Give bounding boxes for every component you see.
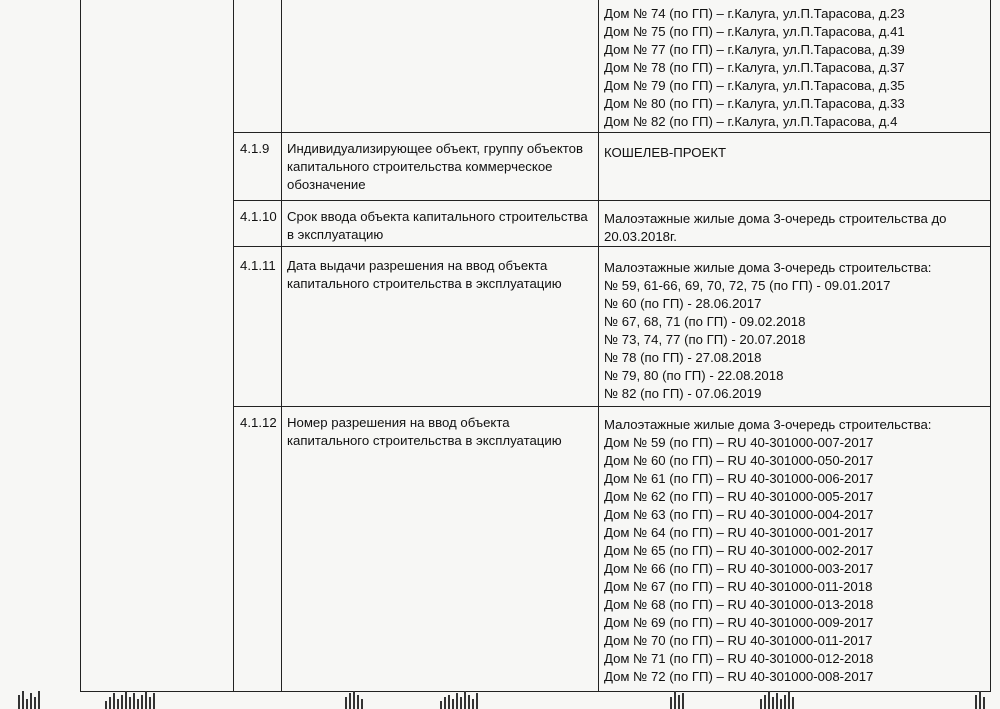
row-border [233,200,991,201]
scan-artifact [760,691,794,709]
list-item: Дом № 74 (по ГП) – г.Калуга, ул.П.Тарасова, д.23 [604,6,905,21]
row-value: № 60 (по ГП) - 28.06.2017 [604,296,762,311]
table-border-col2 [281,0,282,692]
row-border [233,406,991,407]
row-label: Номер разрешения на ввод объекта капитального строительства в эксплуатацию [287,415,562,449]
row-value: 20.03.2018г. [604,229,677,244]
row-value: Малоэтажные жилые дома 3-очередь строительства: [604,417,932,432]
row-value: № 79, 80 (по ГП) - 22.08.2018 [604,368,784,383]
table-bottom-border [80,691,991,692]
row-value: Дом № 61 (по ГП) – RU 40-301000-006-2017 [604,471,874,486]
table-border-right [990,0,991,692]
scan-artifact [670,691,684,709]
row-number: 4.1.12 [240,415,277,430]
row-label: Дата выдачи разрешения на ввод объекта капитального строительства в эксплуатацию [287,258,562,292]
list-item: Дом № 82 (по ГП) – г.Калуга, ул.П.Тарасова, д.4 [604,114,898,129]
row-value: № 59, 61-66, 69, 70, 72, 75 (по ГП) - 09.01.2017 [604,278,891,293]
scan-artifact [440,691,478,709]
row-value: Дом № 63 (по ГП) – RU 40-301000-004-2017 [604,507,874,522]
table-border-col1 [233,0,234,692]
row-value: Дом № 59 (по ГП) – RU 40-301000-007-2017 [604,435,874,450]
list-item: Дом № 79 (по ГП) – г.Калуга, ул.П.Тарасова, д.35 [604,78,905,93]
row-value: Дом № 64 (по ГП) – RU 40-301000-001-2017 [604,525,874,540]
row-number: 4.1.11 [240,258,276,273]
row-value: Дом № 72 (по ГП) – RU 40-301000-008-2017 [604,669,874,684]
scan-artifact [975,691,985,709]
row-value: Дом № 67 (по ГП) – RU 40-301000-011-2018 [604,579,873,594]
row-value: Дом № 69 (по ГП) – RU 40-301000-009-2017 [604,615,874,630]
row-value: № 73, 74, 77 (по ГП) - 20.07.2018 [604,332,806,347]
row-value: № 78 (по ГП) - 27.08.2018 [604,350,762,365]
list-item: Дом № 80 (по ГП) – г.Калуга, ул.П.Тарасова, д.33 [604,96,905,111]
row-value: Дом № 68 (по ГП) – RU 40-301000-013-2018 [604,597,874,612]
row-value: Малоэтажные жилые дома 3-очередь строительства: [604,260,932,275]
row-value: Дом № 65 (по ГП) – RU 40-301000-002-2017 [604,543,874,558]
table-border-left [80,0,81,692]
scan-artifact [105,691,155,709]
row-border [233,246,991,247]
list-item: Дом № 78 (по ГП) – г.Калуга, ул.П.Тарасова, д.37 [604,60,905,75]
row-value: Дом № 60 (по ГП) – RU 40-301000-050-2017 [604,453,874,468]
row-number: 4.1.10 [240,209,277,224]
list-item: Дом № 77 (по ГП) – г.Калуга, ул.П.Тарасова, д.39 [604,42,905,57]
row-value: № 82 (по ГП) - 07.06.2019 [604,386,762,401]
row-value: Малоэтажные жилые дома 3-очередь строительства до [604,211,947,226]
row-border [233,132,991,133]
row-value: Дом № 71 (по ГП) – RU 40-301000-012-2018 [604,651,874,666]
row-value: Дом № 66 (по ГП) – RU 40-301000-003-2017 [604,561,874,576]
table-border-col3 [598,0,599,692]
list-item: Дом № 75 (по ГП) – г.Калуга, ул.П.Тарасова, д.41 [604,24,905,39]
row-number: 4.1.9 [240,141,270,156]
scan-artifact [18,691,40,709]
row-value: Дом № 70 (по ГП) – RU 40-301000-011-2017 [604,633,873,648]
row-label: Срок ввода объекта капитального строительства в эксплуатацию [287,209,588,243]
row-value: Дом № 62 (по ГП) – RU 40-301000-005-2017 [604,489,874,504]
row-label: Индивидуализирующее объект, группу объектов капитального строительства коммерческое обозначение [287,141,584,193]
scan-artifact [345,691,363,709]
row-value: КОШЕЛЕВ-ПРОЕКТ [604,145,727,160]
row-value: № 67, 68, 71 (по ГП) - 09.02.2018 [604,314,806,329]
